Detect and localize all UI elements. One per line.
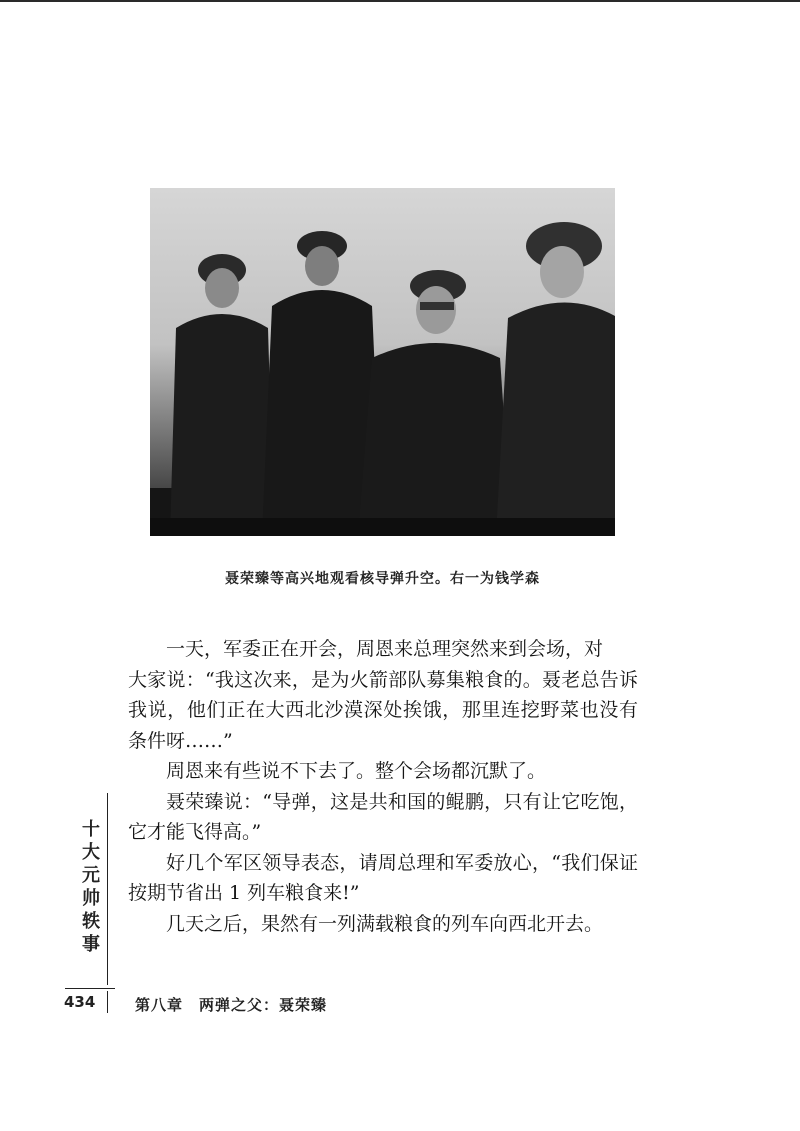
- paragraph: 好几个军区领导表态，请周总理和军委放心，“我们保证按期节省出 1 列车粮食来!”: [128, 851, 638, 904]
- book-title-char: 帅: [82, 888, 100, 909]
- book-title-char: 轶: [82, 911, 100, 932]
- page-number: 434: [64, 993, 96, 1011]
- book-title-char: 十: [82, 819, 100, 840]
- footer-divider: [65, 988, 115, 989]
- paragraph: 周恩来有些说不下去了。整个会场都沉默了。: [166, 760, 547, 782]
- paragraph: 一天，军委正在开会，周恩来总理突然来到会场，对: [166, 638, 604, 660]
- photo-people-icon: [150, 188, 615, 536]
- top-border-line: [0, 0, 800, 2]
- book-title-char: 元: [82, 865, 100, 886]
- body-text: [128, 634, 638, 939]
- side-divider: [107, 793, 108, 985]
- chapter-title: 第八章 两弹之父：聂荣臻: [135, 996, 328, 1014]
- paragraph: 几天之后，果然有一列满载粮食的列车向西北开去。: [166, 912, 604, 935]
- photo-caption: 聂荣臻等高兴地观看核导弹升空。右一为钱学森: [225, 571, 540, 587]
- paragraph: 大家说：“我这次来，是为火箭部队募集粮食的。聂老总告诉我说，他们正在大西北沙漠深处挨饿，那里连挖野菜也没有条件呀……”: [128, 668, 638, 752]
- book-title-char: 大: [82, 842, 100, 863]
- book-title-char: 事: [82, 934, 100, 955]
- photo: [150, 188, 615, 536]
- footer-separator: [107, 991, 108, 1013]
- paragraph: 聂荣臻说：“导弹，这是共和国的鲲鹏，只有让它吃饱，它才能飞得高。”: [128, 790, 638, 843]
- book-title-vertical: [80, 818, 102, 956]
